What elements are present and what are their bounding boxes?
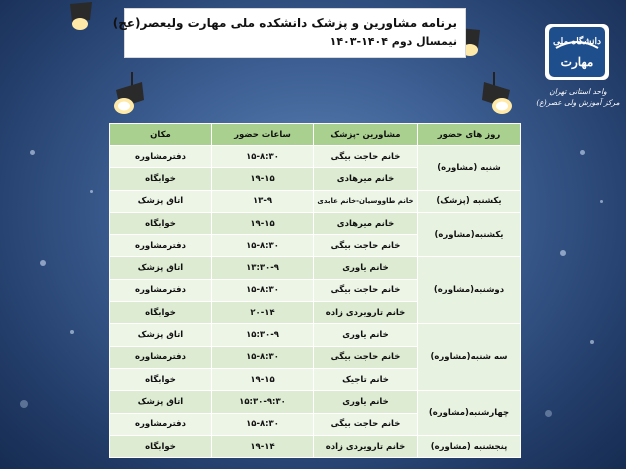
place-cell: دفترمشاوره: [110, 413, 212, 435]
person-cell: خانم یاوری: [314, 324, 418, 346]
place-cell: دفترمشاوره: [110, 235, 212, 257]
day-cell: چهارشنبه(مشاوره): [418, 391, 521, 436]
logo-bottom-text: مهارت: [560, 55, 594, 69]
person-cell: خانم تاجیک: [314, 368, 418, 390]
table-row: [110, 391, 521, 413]
logo-caption-line1: واحد استانی تهران: [549, 87, 607, 96]
table-row: [110, 212, 521, 234]
header-location: مکان: [110, 124, 212, 146]
time-cell: ۱۳-۹: [212, 190, 314, 212]
title-box: [112, 8, 466, 58]
page-subtitle: نیمسال دوم ۱۴۰۴-۱۴۰۳: [329, 35, 457, 48]
place-cell: خوابگاه: [110, 435, 212, 457]
time-cell: ۱۳:۳۰-۹: [212, 257, 314, 279]
place-cell: خوابگاه: [110, 302, 212, 324]
person-cell: خانم یاوری: [314, 257, 418, 279]
time-cell: ۱۹-۱۵: [212, 368, 314, 390]
logo-caption-line2: مرکز آموزش ولی عصر(ع): [536, 98, 620, 107]
person-cell: خانم تارویردی زاده: [314, 435, 418, 457]
person-cell: خانم میرهادی: [314, 168, 418, 190]
time-cell: ۱۵:۳۰-۹: [212, 324, 314, 346]
place-cell: خوابگاه: [110, 368, 212, 390]
spotlight-left-icon: [104, 72, 150, 122]
day-cell: پنجشنبه (مشاوره): [418, 435, 521, 457]
person-cell: خانم حاجت بیگی: [314, 146, 418, 168]
header-days: روز های حضور: [418, 124, 521, 146]
spotlight-top-left-icon: [62, 0, 98, 36]
place-cell: اتاق پزشک: [110, 324, 212, 346]
time-cell: ۱۹-۱۵: [212, 212, 314, 234]
place-cell: خوابگاه: [110, 168, 212, 190]
day-cell: شنبه (مشاوره): [418, 146, 521, 191]
table-row: [110, 324, 521, 346]
time-cell: ۲۰-۱۴: [212, 302, 314, 324]
time-cell: ۱۵-۸:۳۰: [212, 413, 314, 435]
place-cell: دفترمشاوره: [110, 346, 212, 368]
table-row: [110, 190, 521, 212]
person-cell: خانم حاجت بیگی: [314, 235, 418, 257]
table-row: [110, 146, 521, 168]
time-cell: ۱۵:۳۰-۹:۳۰: [212, 391, 314, 413]
day-cell: سه شنبه(مشاوره): [418, 324, 521, 391]
person-cell: خانم میرهادی: [314, 212, 418, 234]
person-cell: خانم تارویردی زاده: [314, 302, 418, 324]
person-cell: خانم طاووسیان-خانم عابدی: [314, 190, 418, 212]
day-cell: یکشنبه(مشاوره): [418, 212, 521, 257]
logo-top-text: دانشگاه ملی: [553, 37, 601, 47]
place-cell: اتاق پزشک: [110, 391, 212, 413]
person-cell: خانم حاجت بیگی: [314, 413, 418, 435]
table-row: [110, 435, 521, 457]
logo-caption: [536, 86, 620, 108]
time-cell: ۱۹-۱۴: [212, 435, 314, 457]
person-cell: خانم حاجت بیگی: [314, 279, 418, 301]
person-cell: خانم حاجت بیگی: [314, 346, 418, 368]
page-title: برنامه مشاورین و پزشک دانشکده ملی مهارت ولیعصر(عج): [112, 16, 457, 30]
university-logo: [542, 22, 612, 82]
time-cell: ۱۵-۸:۳۰: [212, 279, 314, 301]
table-header-row: [110, 124, 521, 146]
place-cell: اتاق پزشک: [110, 257, 212, 279]
place-cell: دفترمشاوره: [110, 279, 212, 301]
time-cell: ۱۹-۱۵: [212, 168, 314, 190]
spotlight-right-icon: [476, 72, 522, 122]
time-cell: ۱۵-۸:۳۰: [212, 346, 314, 368]
place-cell: اتاق پزشک: [110, 190, 212, 212]
day-cell: یکشنبه (پزشک): [418, 190, 521, 212]
header-hours: ساعات حضور: [212, 124, 314, 146]
time-cell: ۱۵-۸:۳۰: [212, 146, 314, 168]
header-counselors: مشاورین -پزشک: [314, 124, 418, 146]
place-cell: دفترمشاوره: [110, 146, 212, 168]
place-cell: خوابگاه: [110, 212, 212, 234]
table-row: [110, 257, 521, 279]
day-cell: دوشنبه(مشاوره): [418, 257, 521, 324]
time-cell: ۱۵-۸:۳۰: [212, 235, 314, 257]
person-cell: خانم یاوری: [314, 391, 418, 413]
schedule-table: [109, 123, 521, 458]
